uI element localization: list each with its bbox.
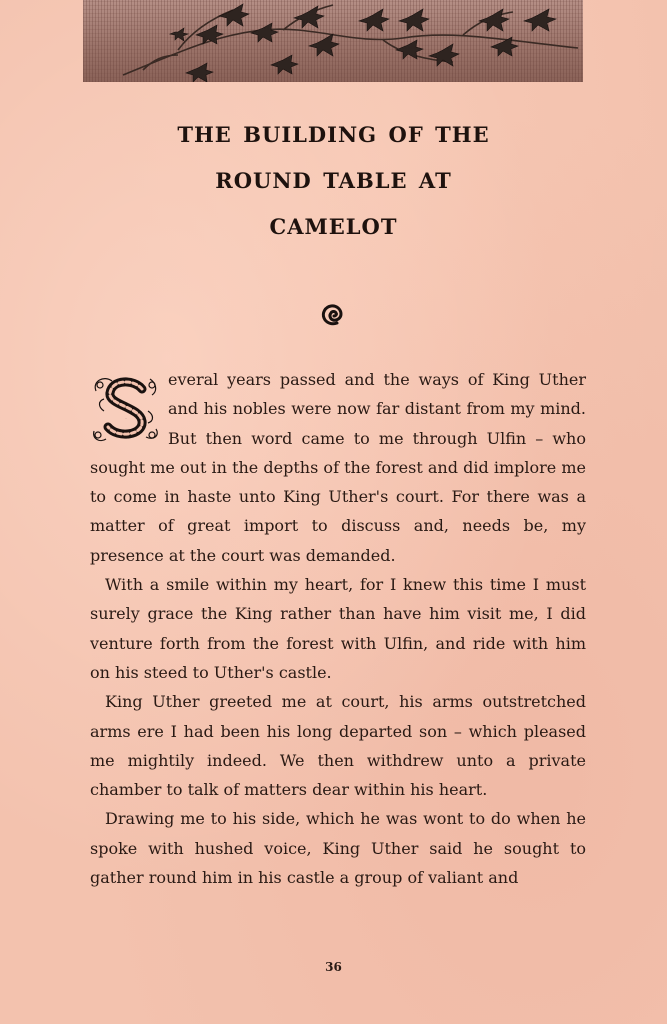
paragraph: Drawing me to his side, which he was wont to do when he spoke with hushed voice, King Uther said he sought to gather round him in his castle a group of valiant and xyxy=(90,809,586,888)
paragraph-lead: everal years passed and the ways of King Uther and his nobles were now far distant from my mind. But then word came to me through Ulfin – who sought me out in the depths of the forest and did implore me to come in haste unto King Uther's court. For there was a matter of great import to discuss and, needs be, my presence at the court was demanded. xyxy=(90,370,586,565)
title-line: camelot xyxy=(269,207,398,242)
page-number: 36 xyxy=(325,960,342,974)
illuminated-dropcap-s-icon xyxy=(90,371,162,445)
paragraph xyxy=(90,365,586,570)
ivy-banner xyxy=(83,0,583,82)
ivy-vine-icon xyxy=(83,0,583,82)
paragraph: King Uther greeted me at court, his arms outstretched arms ere I had been his long departed son – which pleased me mightily indeed. We then withdrew unto a private chamber to talk of matters dear within his heart. xyxy=(90,692,586,800)
chapter-title xyxy=(60,110,607,248)
paragraph: With a smile within my heart, for I knew this time I must surely grace the King rather than have him visit me, I did venture forth from the forest with Ulfin, and ride with him on his steed to Uther's castle. xyxy=(90,575,586,682)
title-line: round table at xyxy=(215,161,452,196)
title-line: the building of the xyxy=(177,115,490,150)
spiral-ornament-icon xyxy=(318,300,350,332)
chapter-body xyxy=(90,365,586,892)
dropcap-letter: S xyxy=(125,419,127,420)
